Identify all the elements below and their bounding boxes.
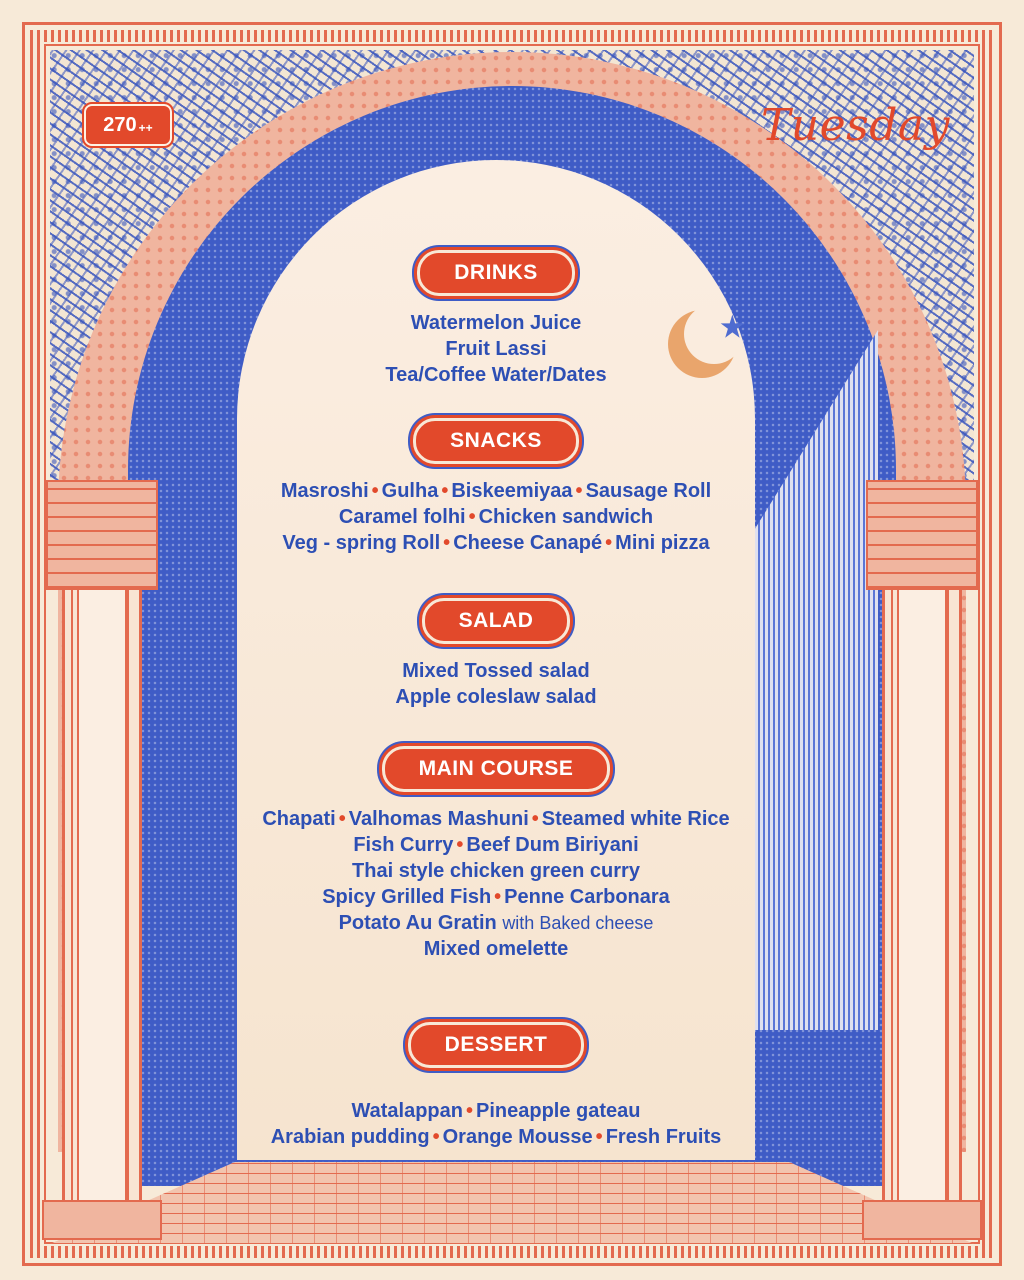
- price-value: 270: [103, 113, 137, 136]
- left-pillar-capital: [46, 480, 158, 590]
- list-item: Biskeemiyaa: [451, 480, 573, 502]
- list-item: Fish Curry: [353, 834, 454, 856]
- left-pillar-base: [42, 1200, 162, 1240]
- list-item: Beef Dum Biriyani: [466, 834, 639, 856]
- list-item: Chapati: [262, 808, 336, 830]
- list-item: Masroshi: [280, 480, 369, 502]
- list-item: Watermelon Juice: [410, 312, 582, 334]
- snacks-heading: SNACKS: [413, 418, 579, 464]
- drinks-heading: DRINKS: [417, 250, 575, 296]
- right-pillar-column: [882, 590, 962, 1210]
- list-item: Mixed Tossed salad: [402, 660, 590, 682]
- list-item: Mini pizza: [615, 532, 710, 554]
- list-item: Fruit Lassi: [445, 338, 547, 360]
- list-item: Cheese Canapé: [453, 532, 603, 554]
- list-item: Valhomas Mashuni: [348, 808, 529, 830]
- day-title: Tuesday: [760, 100, 950, 151]
- list-item: Sausage Roll: [585, 480, 712, 502]
- list-item: Apple coleslaw salad: [395, 686, 597, 708]
- list-item: Orange Mousse: [442, 1126, 593, 1148]
- list-item: Fresh Fruits: [605, 1126, 722, 1148]
- snacks-section: SNACKS Masroshi • Gulha • Biskeemiyaa • Sausage Roll Caramel folhi • Chicken sandwich Veg - spring Roll • Cheese Canapé • Mini pizza: [237, 418, 755, 556]
- list-item: Pineapple gateau: [476, 1100, 641, 1122]
- list-item: Potato Au Gratin: [338, 912, 497, 934]
- main-course-heading: MAIN COURSE: [382, 746, 611, 792]
- drinks-section: [237, 250, 755, 388]
- list-item: Penne Carbonara: [504, 886, 670, 908]
- main-course-section: MAIN COURSE Chapati • Valhomas Mashuni • Steamed white Rice Fish Curry • Beef Dum Biriyani Thai style chicken green curry Spicy Grilled Fish • Penne Carbonara Potato Au Gratin with Baked cheese Mixed omelette: [237, 746, 755, 962]
- list-item: Gulha: [381, 480, 439, 502]
- price-badge: [84, 104, 172, 146]
- salad-section: [237, 598, 755, 710]
- list-item: Chicken sandwich: [478, 506, 654, 528]
- list-item: Veg - spring Roll: [282, 532, 441, 554]
- list-item: Thai style chicken green curry: [352, 860, 640, 882]
- list-item: Watalappan: [351, 1100, 463, 1122]
- list-item-note: with Baked cheese: [502, 913, 654, 933]
- price-suffix: ++: [138, 121, 153, 135]
- list-item: Tea/Coffee Water/Dates: [385, 364, 607, 386]
- salad-heading: SALAD: [422, 598, 571, 644]
- right-pillar-capital: [866, 480, 978, 590]
- right-pillar-base: [862, 1200, 982, 1240]
- list-item: Arabian pudding: [270, 1126, 430, 1148]
- list-item: Spicy Grilled Fish: [322, 886, 492, 908]
- list-item: Steamed white Rice: [541, 808, 730, 830]
- dessert-heading: DESSERT: [408, 1022, 585, 1068]
- list-item: Caramel folhi: [338, 506, 466, 528]
- left-pillar-column: [62, 590, 142, 1210]
- dessert-section: DESSERT Watalappan • Pineapple gateau Arabian pudding • Orange Mousse • Fresh Fruits: [237, 1022, 755, 1150]
- list-item: Mixed omelette: [423, 938, 569, 960]
